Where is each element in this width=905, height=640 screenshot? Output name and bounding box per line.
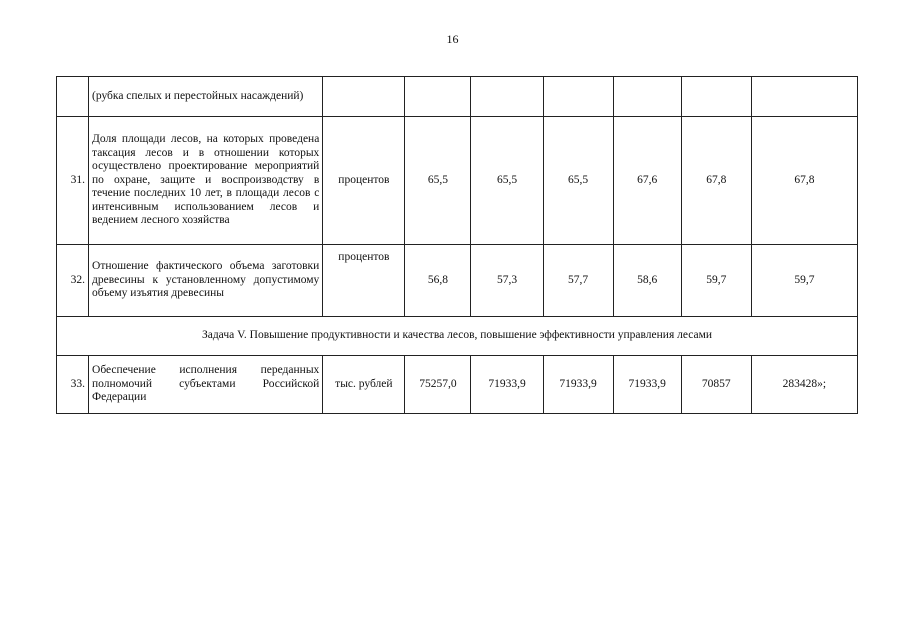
row-number: 31.: [57, 117, 89, 245]
row-value: 57,3: [471, 245, 543, 317]
row-value: 67,8: [751, 117, 857, 245]
page-number: 16: [446, 32, 459, 46]
table-row: [57, 245, 858, 317]
row-unit: тыс. рублей: [323, 356, 405, 414]
row-value: 59,7: [751, 245, 857, 317]
row-value: 59,7: [681, 245, 751, 317]
row-number: 32.: [57, 245, 89, 317]
row-number: [57, 77, 89, 117]
table-row: [57, 77, 858, 117]
table-row: [57, 117, 858, 245]
row-value: 65,5: [405, 117, 471, 245]
row-value: 75257,0: [405, 356, 471, 414]
task-heading: Задача V. Повышение продуктивности и качества лесов, повышение эффективности управления лесами: [57, 317, 858, 356]
row-value: 65,5: [543, 117, 613, 245]
row-description: Обеспечение исполнения переданных полномочий субъектами Российской Федерации: [89, 356, 323, 414]
row-value: 71933,9: [471, 356, 543, 414]
row-value: 70857: [681, 356, 751, 414]
row-value: 56,8: [405, 245, 471, 317]
row-value: [751, 77, 857, 117]
row-value: [681, 77, 751, 117]
row-unit: процентов: [323, 245, 405, 317]
row-description: Отношение фактического объема заготовки древесины к установленному допустимому объему изъятия древесины: [89, 245, 323, 317]
row-value: [471, 77, 543, 117]
row-value: 283428»;: [751, 356, 857, 414]
row-value: [405, 77, 471, 117]
row-value: 71933,9: [613, 356, 681, 414]
table-row: [57, 317, 858, 356]
row-value: 71933,9: [543, 356, 613, 414]
row-unit: процентов: [323, 117, 405, 245]
table-row: [57, 356, 858, 414]
row-description: (рубка спелых и перестойных насаждений): [89, 77, 323, 117]
row-unit: [323, 77, 405, 117]
indicators-table: [56, 76, 858, 414]
row-value: 67,8: [681, 117, 751, 245]
row-value: 67,6: [613, 117, 681, 245]
row-value: 65,5: [471, 117, 543, 245]
row-description: Доля площади лесов, на которых проведена таксация лесов и в отношении которых осуществлено проектирование мероприятий по охране, защите и воспроизводству в течение последних 10 лет, в площади лесов с интенсивным использованием лесов и ведением лесного хозяйства: [89, 117, 323, 245]
row-value: [613, 77, 681, 117]
row-number: 33.: [57, 356, 89, 414]
row-value: [543, 77, 613, 117]
row-value: 57,7: [543, 245, 613, 317]
row-value: 58,6: [613, 245, 681, 317]
